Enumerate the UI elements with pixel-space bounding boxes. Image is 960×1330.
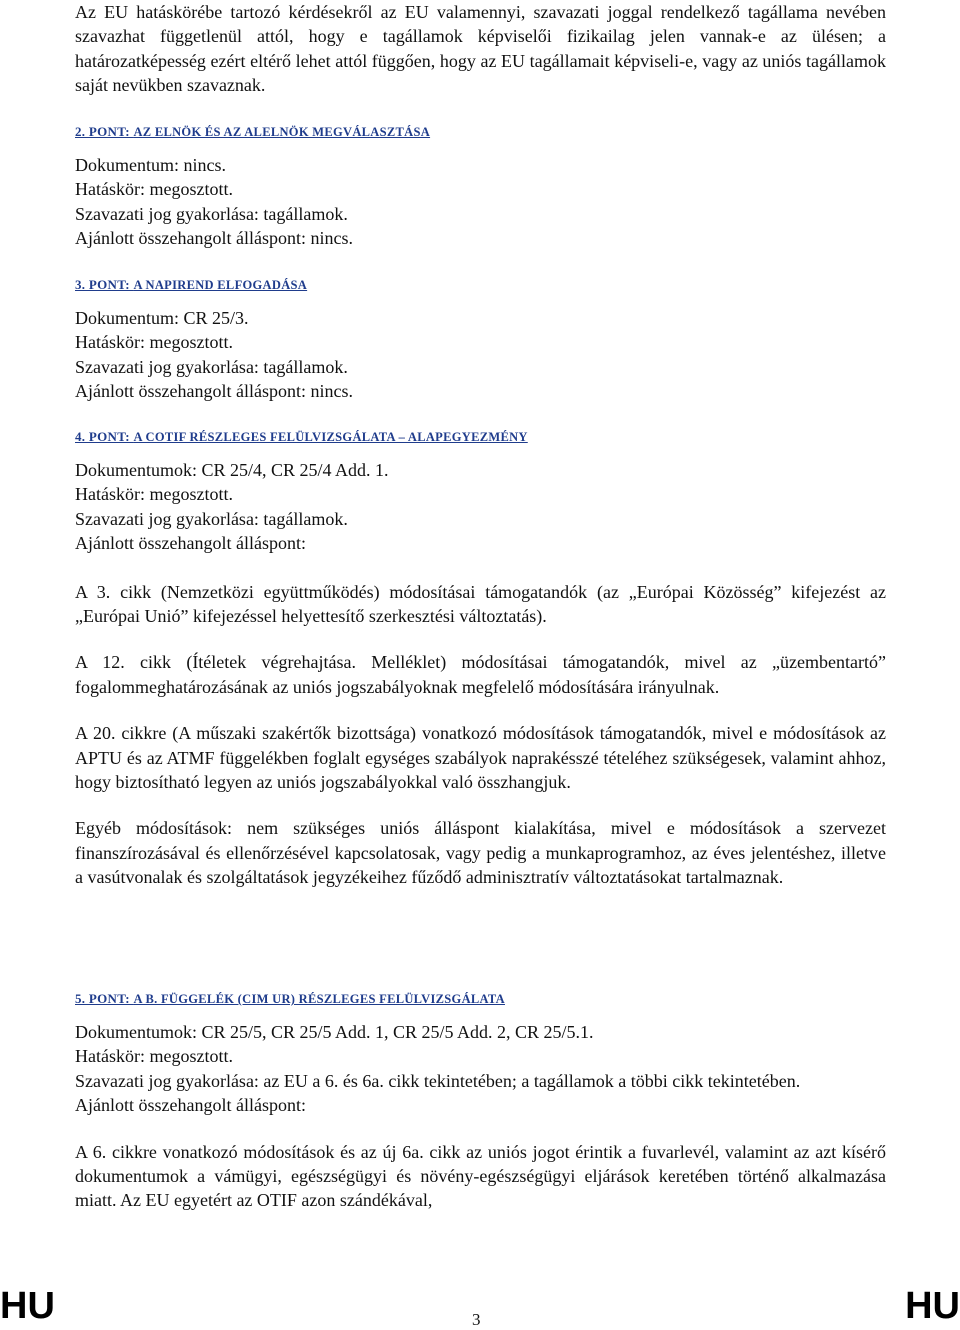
position-line: Ajánlott összehangolt álláspont: nincs. [75, 228, 353, 249]
section-meta [75, 306, 886, 404]
heading-title: AZ ELNÖK ÉS AZ ALELNÖK MEGVÁLASZTÁSA [133, 125, 431, 139]
voting-line: Szavazati jog gyakorlása: tagállamok. [75, 356, 348, 377]
heading-number: 2. PONT: [75, 124, 134, 139]
section-meta [75, 458, 886, 556]
section-5 [75, 990, 886, 1213]
section-heading [75, 428, 886, 446]
body-paragraph: A 20. cikkre (A műszaki szakértők bizottsága) vonatkozó módosítások támogatandók, mivel e módosítások az APTU és az ATMF függelékben foglalt egységes szabályok naprakésszé tételéhez szükségesek, valamint ahhoz, hogy biztosítható legyen az uniós jogszabályokkal való összhangjuk. [75, 723, 886, 793]
heading-title: A B. FÜGGELÉK (CIM UR) RÉSZLEGES FELÜLVIZSGÁLATA [133, 992, 505, 1006]
voting-line: Szavazati jog gyakorlása: tagállamok. [75, 203, 348, 224]
section-heading [75, 123, 886, 141]
heading-title: A NAPIREND ELFOGADÁSA [133, 278, 308, 292]
voting-line: Szavazati jog gyakorlása: az EU a 6. és 6a. cikk tekintetében; a tagállamok a többi cikk tekintetében. [75, 1070, 801, 1091]
heading-number: 3. PONT: [75, 277, 134, 292]
section-2 [75, 123, 886, 251]
heading-title: A COTIF RÉSZLEGES FELÜLVIZSGÁLATA – ALAPEGYEZMÉNY [133, 430, 528, 444]
section-heading [75, 990, 886, 1008]
voting-line: Szavazati jog gyakorlása: tagállamok. [75, 508, 348, 529]
intro-paragraph: Az EU hatáskörébe tartozó kérdésekről az EU valamennyi, szavazati joggal rendelkező tagállama nevében szavazhat függetlenül attól, hogy e tagállamok képviselői fizikailag jelen vannak-e az ülésen; a határozatképesség ezért eltérő lehet attól függően, hogy az EU tagállamait képviseli-e, vagy az uniós tagállamok saját nevükben szavaznak. [75, 2, 886, 96]
footer-language-right: HU [905, 1285, 960, 1327]
section-3 [75, 276, 886, 404]
competence-line: Hatáskör: megosztott. [75, 1046, 233, 1067]
position-line: Ajánlott összehangolt álláspont: nincs. [75, 381, 353, 402]
heading-number: 4. PONT: [75, 429, 134, 444]
competence-line: Hatáskör: megosztott. [75, 332, 233, 353]
position-line: Ajánlott összehangolt álláspont: [75, 1095, 306, 1116]
section-meta [75, 1020, 886, 1118]
section-heading [75, 276, 886, 294]
competence-line: Hatáskör: megosztott. [75, 179, 233, 200]
body-paragraph: A 12. cikk (Ítéletek végrehajtása. Melléklet) módosításai támogatandók, mivel az „üzembentartó” fogalommeghatározásának az uniós jogszabályoknak megfelelő módosítására irányulnak. [75, 652, 886, 697]
page-number: 3 [472, 1310, 481, 1329]
body-paragraph: Egyéb módosítások: nem szükséges uniós álláspont kialakítása, mivel e módosítások a szervezet finanszírozásával és ellenőrzésével kapcsolatosak, vagy pedig a munkaprogramhoz, az éves jelentéshez, illetve a vasútvonalak és szolgáltatások jegyzékeihez fűződő adminisztratív változtatásokat tartalmaznak. [75, 818, 886, 888]
document-line: Dokumentum: nincs. [75, 155, 226, 175]
footer-language-left: HU [0, 1285, 55, 1327]
section-4 [75, 428, 886, 890]
body-paragraph: A 3. cikk (Nemzetközi együttműködés) módosításai támogatandók (az „Európai Közösség” kifejezést az „Európai Unió” kifejezéssel helyettesítő szerkesztési változtatás). [75, 581, 886, 627]
document-line: Dokumentumok: CR 25/4, CR 25/4 Add. 1. [75, 460, 389, 480]
position-line: Ajánlott összehangolt álláspont: [75, 533, 306, 554]
body-paragraph: A 6. cikkre vonatkozó módosítások és az új 6a. cikk az uniós jogot érintik a fuvarlevél, valamint az azt kísérő dokumentumok a vámügyi, egészségügyi és növény-egészségügyi eljárások keretében történő alkalmazása miatt. Az EU egyetért az OTIF azon szándékával, [75, 1141, 886, 1211]
heading-number: 5. PONT: [75, 991, 134, 1006]
document-line: Dokumentum: CR 25/3. [75, 308, 249, 328]
competence-line: Hatáskör: megosztott. [75, 484, 233, 505]
section-meta [75, 153, 886, 251]
document-line: Dokumentumok: CR 25/5, CR 25/5 Add. 1, CR 25/5 Add. 2, CR 25/5.1. [75, 1022, 594, 1042]
